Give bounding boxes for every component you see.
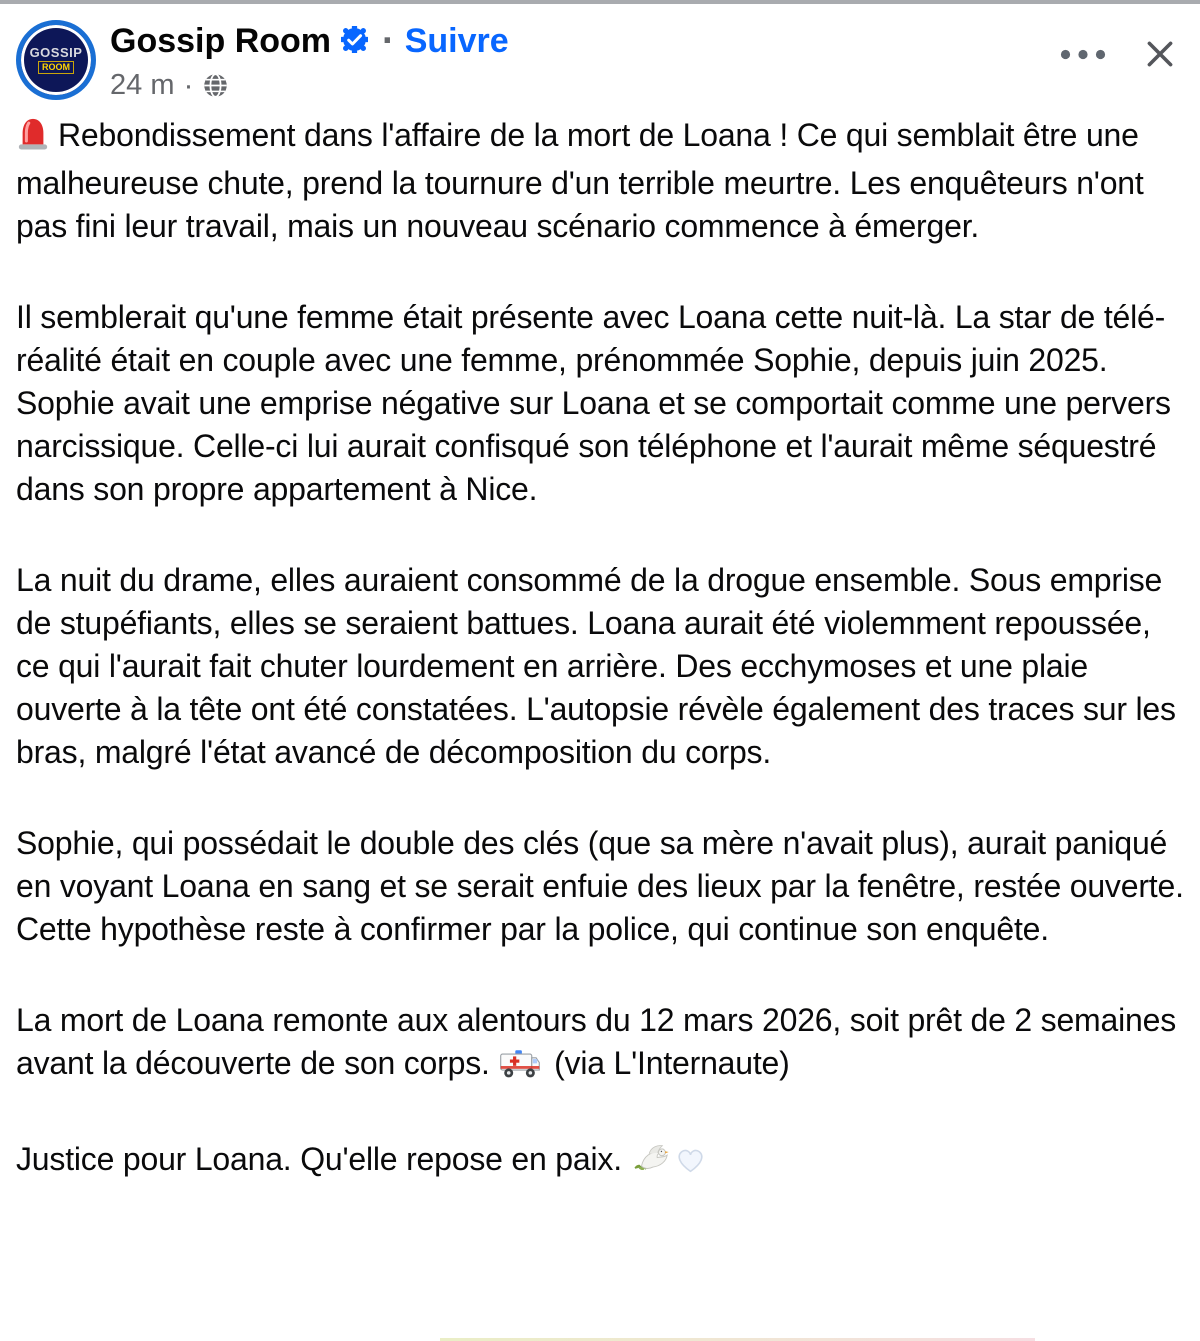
post-paragraph xyxy=(16,1138,1184,1186)
paragraph-text: Justice pour Loana. Qu'elle repose en paix. xyxy=(16,1141,631,1177)
white-heart-emoji-icon xyxy=(674,1143,707,1186)
police-light-emoji-icon xyxy=(16,115,50,162)
meta-row xyxy=(110,69,1060,102)
avatar-logo-line1: GOSSIP xyxy=(29,45,83,61)
paragraph-text: La mort de Loana remonte aux alentours du 12 mars 2026, soit prêt de 2 semaines avant la découverte de son corps. xyxy=(16,1002,1177,1081)
page-name-link[interactable]: Gossip Room xyxy=(110,22,332,60)
post-header xyxy=(0,4,1200,110)
post-paragraph xyxy=(16,296,1184,511)
page-avatar[interactable] xyxy=(16,20,96,100)
paragraph-text: La nuit du drame, elles auraient consommé de la drogue ensemble. Sous emprise de stupéfiants, elles se seraient battues. Loana aurait été violemment repoussée, ce qui l'aurait fait chuter lourdement en arrière. Des ecchymoses et une plaie ouverte à la tête ont été constatées. L'autopsie révèle également des traces sur les bras, malgré l'état avancé de décomposition du corps. xyxy=(16,562,1176,770)
header-text xyxy=(110,20,1060,102)
ambulance-emoji-icon xyxy=(499,1047,541,1090)
post-paragraph xyxy=(16,822,1184,951)
close-button[interactable] xyxy=(1142,36,1178,72)
header-controls xyxy=(1060,36,1178,72)
post-paragraph xyxy=(16,559,1184,774)
name-separator: · xyxy=(382,20,395,63)
follow-button[interactable]: Suivre xyxy=(404,22,509,60)
avatar-logo-line2: ROOM xyxy=(38,61,74,74)
paragraph-text: Il semblerait qu'une femme était présente avec Loana cette nuit-là. La star de télé-réalité était en couple avec une femme, prénommée Sophie, depuis juin 2025. Sophie avait une emprise négative sur Loana et se comportait comme une pervers narcissique. Celle-ci lui aurait confisqué son téléphone et l'aurait même séquestré dans son propre appartement à Nice. xyxy=(16,299,1171,507)
post-body xyxy=(0,110,1200,1186)
more-options-icon xyxy=(1060,49,1106,60)
meta-separator: · xyxy=(183,68,194,102)
globe-privacy-icon xyxy=(202,72,229,99)
post-paragraph xyxy=(16,999,1184,1090)
more-options-button[interactable] xyxy=(1060,49,1106,60)
verified-badge-icon xyxy=(341,26,368,58)
paragraph-text: Rebondissement dans l'affaire de la mort de Loana ! Ce qui semblait être une malheureuse chute, prend la tournure d'un terrible meurtre. Les enquêteurs n'ont pas fini leur travail, mais un nouveau scénario commence à émerger. xyxy=(16,117,1144,244)
dove-emoji-icon xyxy=(632,1142,670,1186)
name-row xyxy=(110,22,1060,61)
paragraph-text: Sophie, qui possédait le double des clés (que sa mère n'avait plus), aurait paniqué en voyant Loana en sang et se serait enfuie des lieux par la fenêtre, restée ouverte. Cette hypothèse reste à confirmer par la police, qui continue son enquête. xyxy=(16,825,1184,947)
paragraph-text: (via L'Internaute) xyxy=(545,1045,790,1081)
post-paragraph xyxy=(16,114,1184,248)
close-icon xyxy=(1142,36,1178,72)
timestamp[interactable]: 24 m xyxy=(110,69,175,101)
